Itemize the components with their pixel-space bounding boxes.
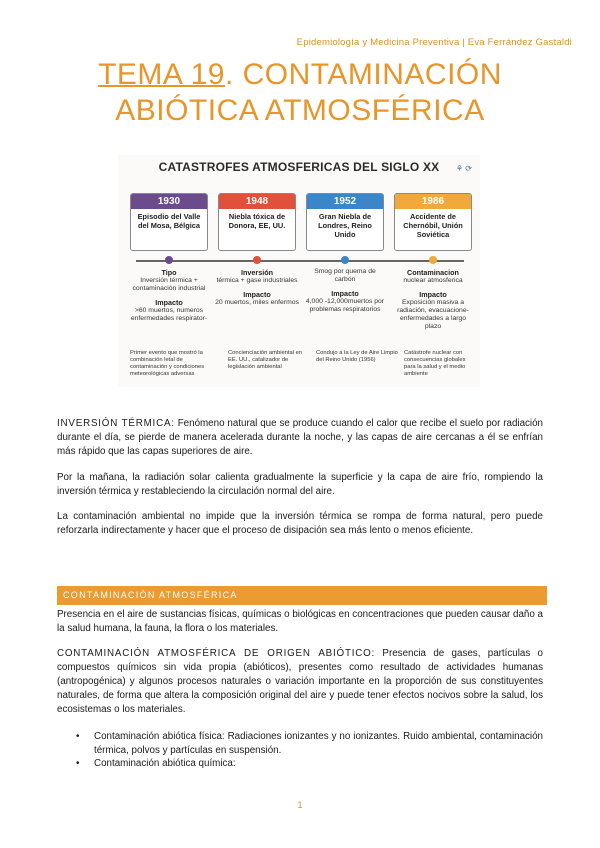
card-year: 1986	[395, 194, 471, 209]
impact-heading: Impacto	[331, 289, 359, 298]
infographic-corner-icons: ⚘ ⟳	[455, 164, 472, 173]
card-event: Niebla tóxica de Donora, EE, UU.	[228, 212, 286, 230]
timeline-dot-1986	[429, 256, 437, 264]
impact-text: Exposición masiva a radiación, evacuacione- enfermedades a largo plazo	[397, 299, 469, 330]
type-heading: Tipo	[161, 268, 177, 277]
card-event: Accidente de Chernóbil, Unión Soviética	[403, 212, 463, 239]
card-year: 1930	[131, 194, 207, 209]
page-title	[0, 57, 600, 129]
footnote-1952: Condujo a la Ley de Aire Limpio del Reino Unido (1956)	[316, 350, 398, 363]
card-event: Episodio del Valle del Mosa, Bélgica	[137, 212, 201, 230]
details-1986	[391, 268, 475, 331]
section-heading: CONTAMINACIÓN ATMOSFÉRICA	[57, 586, 547, 605]
impact-heading: Impacto	[155, 298, 183, 307]
bullet-marker: •	[76, 758, 80, 769]
card-year: 1952	[307, 194, 383, 209]
impact-heading: Impacto	[243, 290, 271, 299]
infographic-title: CATASTROFES ATMOSFERICAS DEL SIGLO XX	[158, 160, 440, 174]
details-1948	[215, 268, 299, 307]
details-1952	[303, 268, 387, 314]
title-number: TEMA 19	[98, 58, 225, 91]
title-line2: ABIÓTICA ATMOSFÉRICA	[115, 94, 485, 127]
impact-heading: Impacto	[419, 290, 447, 299]
running-header: Epidemiología y Medicina Preventiva | Eva Ferrández Gastaldi	[296, 37, 572, 48]
card-1930	[130, 193, 208, 251]
type-text: Inversión térmica + contaminación industrial	[132, 277, 206, 292]
impact-text: >60 muertos, numeros enfermedades respirator-	[130, 307, 208, 322]
footnote-1986: Catástrofe nuclear con consecuencias globales para la salud y el medio ambiente	[404, 350, 466, 377]
card-1986	[394, 193, 472, 251]
type-heading: Inversión	[241, 268, 273, 277]
card-year: 1948	[219, 194, 295, 209]
type-text: nuclear atmosferica	[403, 277, 463, 284]
type-text: Smog por quema de carbón	[314, 268, 376, 283]
bullet-marker: •	[76, 731, 80, 742]
timeline-axis	[136, 260, 464, 262]
type-text: térmica + gase industriales	[216, 277, 298, 284]
paragraph-contaminacion-ambiental: La contaminación ambiental no impide que la inversión térmica se rompa de forma natural, pero puede reforzarla indirectamente y hacer que el proceso de disipación sea más lento o menos eficiente.	[57, 511, 543, 536]
paragraph-manana: Por la mañana, la radiación solar calienta gradualmente la superficie y la capa de aire frío, rompiendo la inversión térmica y restableciendo la circulación normal del aire.	[57, 472, 543, 497]
paragraph-inversion-termica	[57, 417, 543, 459]
paragraph-presencia: Presencia en el aire de sustancias físicas, químicas o biológicas en concentraciones que pueden causar daño a la salud humana, la fauna, la flora o los materiales.	[57, 609, 543, 634]
card-1952	[306, 193, 384, 251]
footnote-1930: Primer evento que mostró la combinación letal de contaminación y condiciones meteorológicas adversas	[130, 350, 205, 377]
term-definition: Presencia de gases, partículas o compuestos químicos sin vida propia (abióticos), presentes como resultado de actividades humanas (antropogénica) y algunos procesos naturales o variación importante en la proporción de sus constituyentes naturales, de forma que altera la composición original del aire y puede tener efectos nocivos sobre la salud, los ecosistemas o los materiales.	[57, 648, 544, 715]
timeline-dot-1948	[253, 256, 261, 264]
term-definition: Fenómeno natural que se produce cuando el calor que recibe el suelo por radiación durante el día, se pierde de manera acelerada durante la noche, y las capas de aire cercanas a él se enfrían más rápido que las capas superiores de aire.	[57, 418, 543, 457]
card-event: Gran Niebla de Londres, Reino Unido	[318, 212, 372, 239]
timeline-dot-1930	[165, 256, 173, 264]
title-line1-rest: . CONTAMINACIÓN	[224, 58, 502, 91]
term-label: INVERSIÓN TÉRMICA:	[57, 418, 175, 429]
bullet-item: Contaminación abiótica física: Radiaciones ionizantes y no ionizantes. Ruido ambiental, contaminación térmica, polvos y partículas en suspensión.	[94, 731, 543, 756]
term-label: CONTAMINACIÓN ATMOSFÉRICA DE ORIGEN ABIÓTICO:	[57, 648, 376, 659]
page-number: 1	[297, 800, 303, 810]
timeline-dot-1952	[341, 256, 349, 264]
card-1948	[218, 193, 296, 251]
footnote-1948: Concienciación ambiental en EE. UU., catalizador de legislación ambiental	[228, 350, 303, 370]
bullet-item: Contaminación abiótica química:	[94, 758, 236, 769]
type-heading: Contaminacion	[407, 268, 459, 277]
details-1930	[127, 268, 211, 323]
paragraph-origen-abiotico	[57, 647, 543, 717]
catastrophes-infographic	[118, 155, 480, 387]
impact-text: 4,000 -12,000muertos por problemas respiratorios	[305, 298, 385, 313]
impact-text: 20 muertos, miles enfermos	[215, 299, 299, 306]
